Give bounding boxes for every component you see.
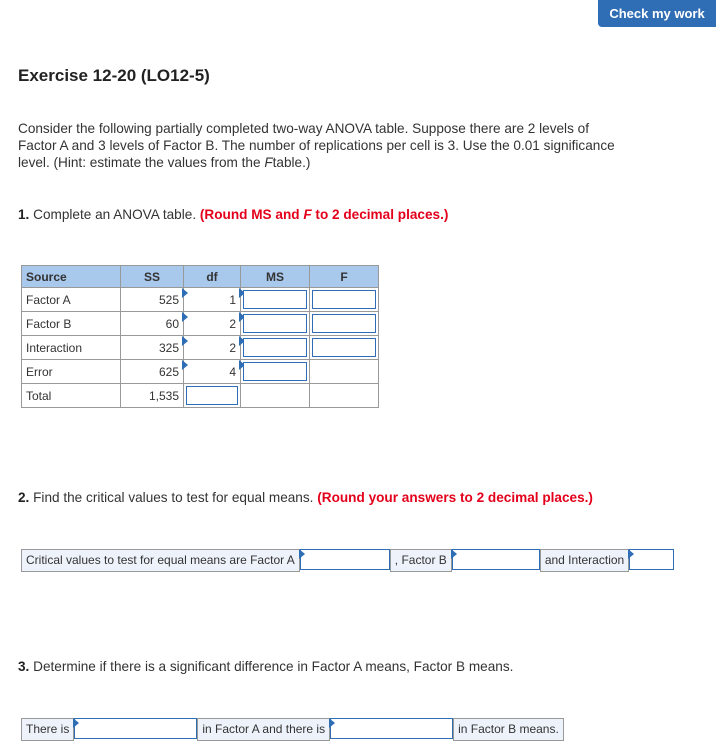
field-marker-icon — [329, 718, 335, 728]
field-marker-icon — [451, 549, 457, 559]
significance-label-2: in Factor A and there is — [197, 718, 330, 741]
ss-cell: 525 — [121, 288, 184, 312]
df-cell: 2 — [184, 312, 241, 336]
question-1 — [18, 207, 448, 222]
question-3 — [18, 659, 513, 674]
significance-dropdown-factor-a[interactable] — [74, 718, 197, 739]
critical-field-factor-a — [300, 549, 390, 572]
significance-dropdown-factor-b[interactable] — [330, 718, 453, 739]
question-1-hint: (Round MS and F to 2 decimal places.) — [199, 207, 449, 222]
f-input-factor-a[interactable] — [312, 290, 376, 309]
field-marker-icon — [628, 549, 634, 559]
table-row — [22, 312, 379, 336]
ms-cell — [241, 360, 310, 384]
check-my-work-button[interactable]: Check my work — [598, 0, 716, 27]
ms-input-factor-b[interactable] — [243, 314, 307, 333]
ms-input-error[interactable] — [243, 362, 307, 381]
critical-values-row — [21, 549, 674, 572]
prompt-line-1: Consider the following partially completed two-way ANOVA table. Suppose there are 2 levels of — [18, 121, 589, 136]
source-cell: Total — [22, 384, 121, 408]
critical-field-interaction — [629, 549, 674, 572]
anova-header-row — [22, 266, 379, 288]
significance-label-1: There is — [21, 718, 74, 741]
field-marker-icon — [299, 549, 305, 559]
critical-field-factor-b — [452, 549, 540, 572]
table-row — [22, 360, 379, 384]
ss-cell: 60 — [121, 312, 184, 336]
critical-label-interaction: and Interaction — [540, 549, 629, 572]
significance-row — [21, 718, 564, 741]
question-3-text: Determine if there is a significant difference in Factor A means, Factor B means. — [33, 659, 514, 674]
prompt-line-3-post: table.) — [272, 155, 311, 170]
f-cell — [310, 312, 379, 336]
exercise-title: Exercise 12-20 (LO12-5) — [18, 66, 210, 85]
col-header-df: df — [184, 266, 241, 288]
source-cell: Error — [22, 360, 121, 384]
f-cell-empty — [310, 360, 379, 384]
ms-cell — [241, 336, 310, 360]
source-cell: Factor A — [22, 288, 121, 312]
question-2 — [18, 490, 593, 505]
df-cell: 1 — [184, 288, 241, 312]
field-marker-icon — [73, 718, 79, 728]
table-row — [22, 384, 379, 408]
significance-select-factor-b — [330, 718, 453, 741]
f-input-interaction[interactable] — [312, 338, 376, 357]
prompt-line-2: Factor A and 3 levels of Factor B. The number of replications per cell is 3. Use the 0.01 significance — [18, 138, 615, 153]
col-header-ss: SS — [121, 266, 184, 288]
col-header-f: F — [310, 266, 379, 288]
question-3-number: 3. — [18, 659, 30, 674]
ms-input-factor-a[interactable] — [243, 290, 307, 309]
critical-label-factor-b: , Factor B — [390, 549, 452, 572]
ms-cell-empty — [241, 384, 310, 408]
df-cell: 4 — [184, 360, 241, 384]
exercise-prompt — [18, 120, 708, 171]
ms-input-interaction[interactable] — [243, 338, 307, 357]
ss-cell: 625 — [121, 360, 184, 384]
significance-label-3: in Factor B means. — [453, 718, 564, 741]
question-2-text: Find the critical values to test for equal means. — [33, 490, 314, 505]
anova-table — [21, 265, 379, 408]
df-input-total[interactable] — [186, 386, 238, 405]
col-header-ms: MS — [241, 266, 310, 288]
df-cell: 2 — [184, 336, 241, 360]
table-row — [22, 288, 379, 312]
prompt-f-italic: F — [264, 155, 273, 170]
critical-input-factor-b[interactable] — [452, 549, 540, 570]
ss-cell: 325 — [121, 336, 184, 360]
f-cell — [310, 336, 379, 360]
table-row — [22, 336, 379, 360]
source-cell: Interaction — [22, 336, 121, 360]
prompt-line-3-pre: level. (Hint: estimate the values from the — [18, 155, 265, 170]
col-header-source: Source — [22, 266, 121, 288]
critical-input-factor-a[interactable] — [300, 549, 390, 570]
question-1-number: 1. — [18, 207, 30, 222]
ms-cell — [241, 288, 310, 312]
f-input-factor-b[interactable] — [312, 314, 376, 333]
f-cell — [310, 288, 379, 312]
ss-cell: 1,535 — [121, 384, 184, 408]
critical-label-factor-a: Critical values to test for equal means are Factor A — [21, 549, 300, 572]
source-cell: Factor B — [22, 312, 121, 336]
question-2-number: 2. — [18, 490, 30, 505]
ms-cell — [241, 312, 310, 336]
significance-select-factor-a — [74, 718, 197, 741]
question-1-text: Complete an ANOVA table. — [33, 207, 197, 222]
f-cell-empty — [310, 384, 379, 408]
question-2-hint: (Round your answers to 2 decimal places.) — [317, 490, 593, 505]
df-cell — [184, 384, 241, 408]
critical-input-interaction[interactable] — [629, 549, 674, 570]
